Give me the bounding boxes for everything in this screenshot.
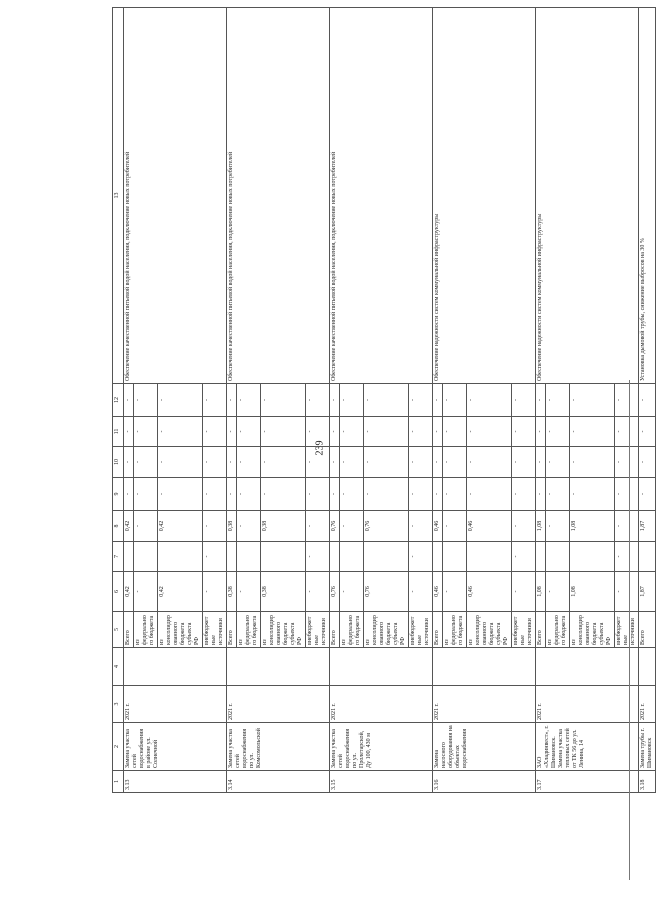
funding-source: из федерального бюджета	[340, 612, 364, 648]
header-row	[113, 8, 124, 793]
value-c12: -	[330, 384, 340, 417]
funding-source: из консолидированного бюджета субъекта РФ	[364, 612, 409, 648]
table-row	[227, 8, 237, 793]
value-c11: -	[340, 417, 364, 447]
value-c9: -	[237, 478, 261, 511]
value-c12: -	[158, 384, 203, 417]
item-col4	[227, 648, 330, 686]
value-c8: -	[237, 511, 261, 542]
value-c10: -	[227, 447, 237, 478]
page-number: 239	[314, 440, 326, 456]
table-row	[124, 8, 134, 793]
funding-source: Всего	[433, 612, 443, 648]
value-c10: -	[512, 447, 536, 478]
value-c10: -	[615, 447, 639, 478]
value-c7	[158, 542, 203, 572]
item-name: Замена участка сетей водоснабжения по ул. Пролетарской, Ду 100, 430 м	[330, 723, 433, 771]
value-c8: 0,46	[433, 511, 443, 542]
value-c9: -	[158, 478, 203, 511]
value-c9: -	[639, 478, 656, 511]
value-c9: -	[330, 478, 340, 511]
value-c6: 0,76	[364, 572, 409, 612]
value-c12: -	[512, 384, 536, 417]
value-c6: 0,46	[467, 572, 512, 612]
value-c12: -	[546, 384, 570, 417]
value-c8: -	[340, 511, 364, 542]
value-c8: -	[615, 511, 639, 542]
value-c6: 1,08	[536, 572, 546, 612]
value-c7	[340, 542, 364, 572]
value-c8: -	[134, 511, 158, 542]
funding-source: внебюджетные источники	[203, 612, 227, 648]
value-c8: -	[512, 511, 536, 542]
value-c6: -	[546, 572, 570, 612]
value-c9: -	[433, 478, 443, 511]
value-c7	[134, 542, 158, 572]
value-c6: 1,87	[639, 572, 656, 612]
funding-source: из консолидированного бюджета субъекта РФ	[158, 612, 203, 648]
item-col4	[536, 648, 639, 686]
value-c6: 0,38	[261, 572, 306, 612]
value-c7: -	[203, 542, 227, 572]
item-result: Обеспечение надежности систем коммунальной инфраструктуры	[433, 8, 536, 384]
value-c10: -	[443, 447, 467, 478]
value-c6: 0,42	[158, 572, 203, 612]
item-year: 2021 г.	[536, 686, 639, 723]
value-c11: -	[203, 417, 227, 447]
column-number: 9	[113, 478, 124, 511]
funding-source: из консолидированного бюджета субъекта РФ	[467, 612, 512, 648]
value-c12: -	[536, 384, 546, 417]
value-c12: -	[615, 384, 639, 417]
funding-source: из федерального бюджета	[237, 612, 261, 648]
value-c11: -	[306, 417, 330, 447]
value-c9: -	[227, 478, 237, 511]
value-c9: -	[512, 478, 536, 511]
value-c9: -	[536, 478, 546, 511]
value-c6: 0,38	[227, 572, 237, 612]
value-c11: -	[570, 417, 615, 447]
value-c8: 0,42	[158, 511, 203, 542]
item-number: 3.17	[536, 771, 639, 793]
value-c12: -	[237, 384, 261, 417]
value-c11: -	[227, 417, 237, 447]
value-c10: -	[203, 447, 227, 478]
value-c11: -	[639, 417, 656, 447]
value-c12: -	[639, 384, 656, 417]
item-name: Замена участка сетей водоснабжения в районе ул. Солнечной	[124, 723, 227, 771]
value-c6: -	[306, 572, 330, 612]
value-c7: -	[409, 542, 433, 572]
value-c7	[330, 542, 340, 572]
value-c10: -	[330, 447, 340, 478]
value-c11: -	[467, 417, 512, 447]
value-c10: -	[134, 447, 158, 478]
value-c7	[237, 542, 261, 572]
table-row	[433, 8, 443, 793]
column-number: 8	[113, 511, 124, 542]
value-c12: -	[261, 384, 306, 417]
item-year: 2021 г.	[639, 686, 656, 723]
value-c6: 0,46	[433, 572, 443, 612]
table-row	[330, 8, 340, 793]
value-c6: -	[615, 572, 639, 612]
item-name: ЗАО «Хладинвест», г. Шимановск. Замена участка тепловых сетей от ТК 56 до ул. Ленина, 14	[536, 723, 639, 771]
value-c12: -	[409, 384, 433, 417]
value-c10: -	[158, 447, 203, 478]
funding-source: Всего	[227, 612, 237, 648]
value-c12: -	[306, 384, 330, 417]
value-c9: -	[306, 478, 330, 511]
column-number: 7	[113, 542, 124, 572]
value-c12: -	[433, 384, 443, 417]
item-col4	[639, 648, 656, 686]
value-c9: -	[570, 478, 615, 511]
value-c12: -	[364, 384, 409, 417]
item-year: 2021 г.	[124, 686, 227, 723]
value-c8: 1,87	[639, 511, 656, 542]
item-number: 3.14	[227, 771, 330, 793]
value-c12: -	[124, 384, 134, 417]
item-result: Обеспечение качественной питьевой водой населения, подключение новых потребителей	[227, 8, 330, 384]
value-c7: -	[306, 542, 330, 572]
funding-source: Всего	[536, 612, 546, 648]
funding-source: из федерального бюджета	[443, 612, 467, 648]
item-name: Замена насосного оборудования на объектах водоснабжения	[433, 723, 536, 771]
column-number: 1	[113, 771, 124, 793]
table-row	[536, 8, 546, 793]
item-year: 2021 г.	[227, 686, 330, 723]
value-c9: -	[203, 478, 227, 511]
column-number: 10	[113, 447, 124, 478]
value-c10: -	[570, 447, 615, 478]
value-c8: 0,46	[467, 511, 512, 542]
value-c11: -	[134, 417, 158, 447]
value-c10: -	[467, 447, 512, 478]
value-c7	[570, 542, 615, 572]
value-c6: -	[512, 572, 536, 612]
item-year: 2021 г.	[330, 686, 433, 723]
value-c9: -	[615, 478, 639, 511]
item-name: Замена трубы г. Шимановск	[639, 723, 656, 771]
value-c6: -	[237, 572, 261, 612]
value-c6: 0,42	[124, 572, 134, 612]
value-c7: -	[512, 542, 536, 572]
item-col4	[330, 648, 433, 686]
column-number: 5	[113, 612, 124, 648]
value-c12: -	[227, 384, 237, 417]
value-c8: 0,76	[330, 511, 340, 542]
value-c11: -	[364, 417, 409, 447]
value-c6: -	[443, 572, 467, 612]
value-c6: -	[134, 572, 158, 612]
item-col4	[433, 648, 536, 686]
value-c11: -	[512, 417, 536, 447]
value-c10: -	[237, 447, 261, 478]
column-number: 3	[113, 686, 124, 723]
value-c9: -	[443, 478, 467, 511]
column-number: 12	[113, 384, 124, 417]
funding-source: Всего	[330, 612, 340, 648]
value-c12: -	[570, 384, 615, 417]
value-c10: -	[261, 447, 306, 478]
item-number: 3.15	[330, 771, 433, 793]
item-number: 3.13	[124, 771, 227, 793]
funding-source: Всего	[639, 612, 656, 648]
value-c11: -	[536, 417, 546, 447]
value-c10: -	[546, 447, 570, 478]
value-c7	[124, 542, 134, 572]
value-c10: -	[433, 447, 443, 478]
value-c11: -	[237, 417, 261, 447]
funding-source: внебюджетные источники	[512, 612, 536, 648]
page-edge-line	[629, 380, 630, 880]
value-c6: -	[409, 572, 433, 612]
value-c8: -	[203, 511, 227, 542]
value-c8: 0,42	[124, 511, 134, 542]
value-c10: -	[536, 447, 546, 478]
value-c11: -	[615, 417, 639, 447]
value-c7	[443, 542, 467, 572]
funding-source: Всего	[124, 612, 134, 648]
value-c7	[467, 542, 512, 572]
funding-source: из федерального бюджета	[134, 612, 158, 648]
value-c12: -	[134, 384, 158, 417]
item-result: Обеспечение надежности систем коммунальной инфраструктуры	[536, 8, 639, 384]
value-c10: -	[364, 447, 409, 478]
item-name: Замена участка сетей водоснабжения по ул. Комсомольской	[227, 723, 330, 771]
funding-source: из федерального бюджета	[546, 612, 570, 648]
investment-program-table	[112, 7, 656, 793]
item-result: Обеспечение качественной питьевой водой населения, подключение новых потребителей	[330, 8, 433, 384]
value-c7	[546, 542, 570, 572]
column-number: 2	[113, 723, 124, 771]
value-c9: -	[409, 478, 433, 511]
value-c9: -	[467, 478, 512, 511]
value-c8: -	[546, 511, 570, 542]
value-c12: -	[443, 384, 467, 417]
value-c6: 1,08	[570, 572, 615, 612]
item-number: 3.18	[639, 771, 656, 793]
item-number: 3.16	[433, 771, 536, 793]
value-c8: 0,76	[364, 511, 409, 542]
value-c9: -	[261, 478, 306, 511]
value-c11: -	[261, 417, 306, 447]
funding-source: внебюджетные источники	[409, 612, 433, 648]
rotated-table-stage	[112, 58, 653, 793]
value-c10: -	[639, 447, 656, 478]
value-c9: -	[340, 478, 364, 511]
value-c11: -	[330, 417, 340, 447]
column-number: 13	[113, 8, 124, 384]
rotated-table-wrapper	[112, 58, 653, 793]
table-row	[639, 8, 656, 793]
value-c8: -	[409, 511, 433, 542]
value-c8: 1,08	[570, 511, 615, 542]
value-c11: -	[433, 417, 443, 447]
value-c7	[261, 542, 306, 572]
funding-source: внебюджетные источники	[615, 612, 639, 648]
value-c8: 0,38	[227, 511, 237, 542]
value-c7	[227, 542, 237, 572]
value-c11: -	[546, 417, 570, 447]
column-number: 4	[113, 648, 124, 686]
value-c11: -	[409, 417, 433, 447]
value-c6: 0,76	[330, 572, 340, 612]
value-c8: -	[306, 511, 330, 542]
column-number: 11	[113, 417, 124, 447]
value-c11: -	[443, 417, 467, 447]
value-c10: -	[409, 447, 433, 478]
value-c8: 1,08	[536, 511, 546, 542]
value-c6: -	[340, 572, 364, 612]
value-c11: -	[158, 417, 203, 447]
value-c9: -	[364, 478, 409, 511]
value-c6: -	[203, 572, 227, 612]
value-c7	[639, 542, 656, 572]
funding-source: из консолидированного бюджета субъекта РФ	[261, 612, 306, 648]
value-c7: -	[615, 542, 639, 572]
value-c10: -	[340, 447, 364, 478]
value-c9: -	[134, 478, 158, 511]
value-c8: 0,38	[261, 511, 306, 542]
value-c7	[536, 542, 546, 572]
value-c8: -	[443, 511, 467, 542]
value-c10: -	[124, 447, 134, 478]
funding-source: из консолидированного бюджета субъекта РФ	[570, 612, 615, 648]
value-c12: -	[340, 384, 364, 417]
value-c9: -	[124, 478, 134, 511]
value-c7	[364, 542, 409, 572]
column-number: 6	[113, 572, 124, 612]
value-c9: -	[546, 478, 570, 511]
value-c7	[433, 542, 443, 572]
item-year: 2021 г.	[433, 686, 536, 723]
item-col4	[124, 648, 227, 686]
item-result: Установка дымовой трубы, снижение выбросов на 30 %	[639, 8, 656, 384]
value-c11: -	[124, 417, 134, 447]
item-result: Обеспечение качественной питьевой водой населения, подключение новых потребителей	[124, 8, 227, 384]
funding-source: внебюджетные источники	[306, 612, 330, 648]
value-c12: -	[467, 384, 512, 417]
value-c10: -	[306, 447, 330, 478]
value-c12: -	[203, 384, 227, 417]
